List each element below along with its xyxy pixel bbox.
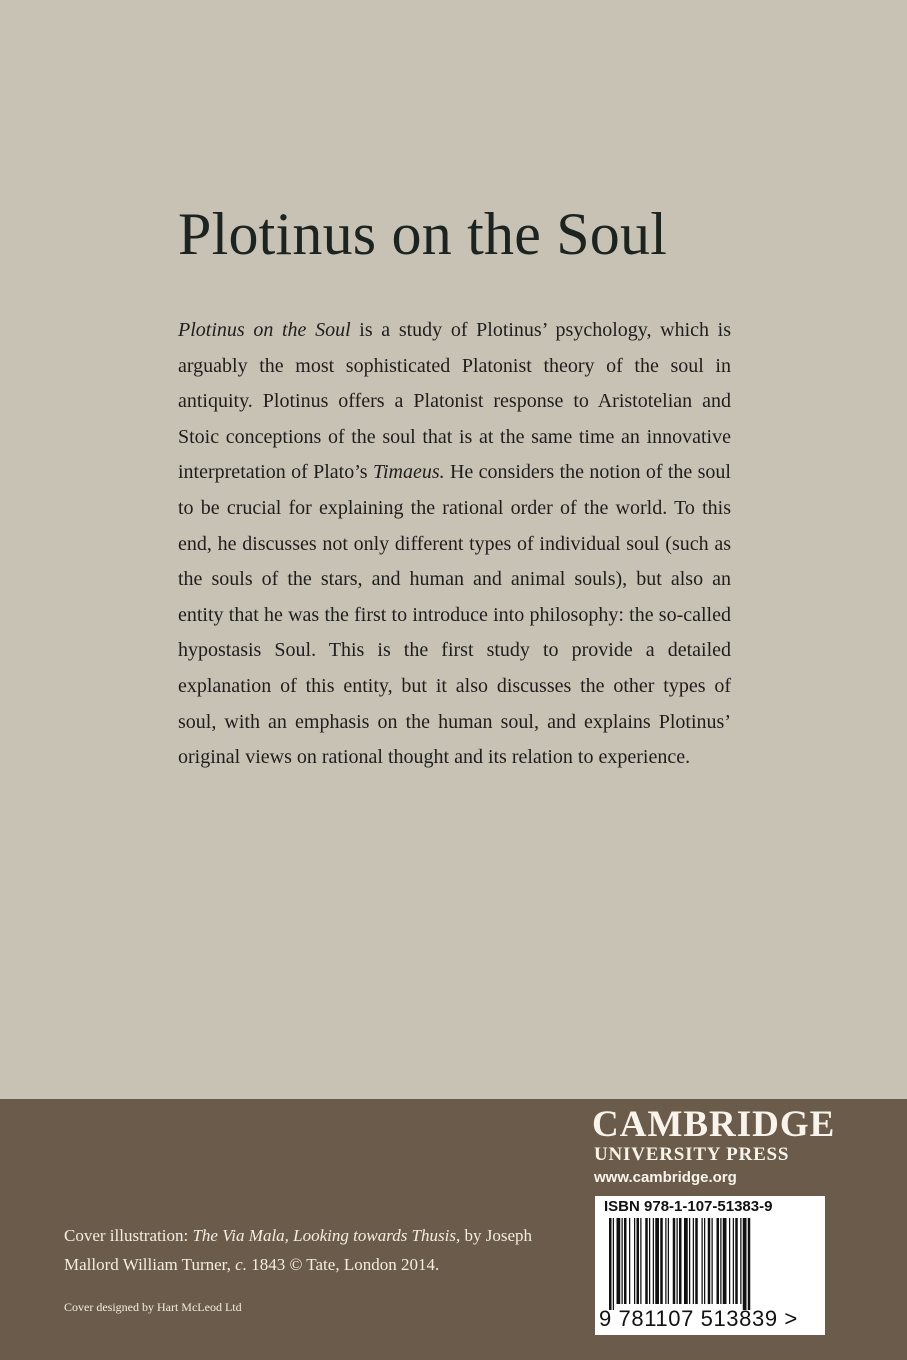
barcode-bar [677, 1218, 678, 1304]
book-description [178, 313, 731, 776]
publisher-logo [592, 1104, 836, 1190]
credit-work-title: The Via Mala, Looking towards Thusis, [192, 1226, 461, 1245]
barcode-bar [743, 1218, 747, 1310]
barcode-bar [660, 1218, 663, 1304]
cover-designer-credit: Cover designed by Hart McLeod Ltd [64, 1300, 242, 1314]
barcode-bar [712, 1218, 713, 1304]
barcode-bars [605, 1218, 815, 1310]
barcode-bar [624, 1218, 627, 1304]
barcode-bar [609, 1218, 612, 1310]
barcode-digits: 9 781107 513839 > [599, 1306, 798, 1331]
barcode-bar [695, 1218, 698, 1304]
credit-prefix: Cover illustration: [64, 1226, 193, 1245]
credit-circa: c. [235, 1255, 247, 1274]
description-title-italic: Plotinus on the Soul [178, 319, 351, 341]
publisher-name: CAMBRIDGE [592, 1104, 836, 1145]
barcode-bar [689, 1218, 690, 1304]
barcode-panel [595, 1196, 825, 1335]
barcode-bar [617, 1218, 621, 1304]
barcode-bar [740, 1218, 741, 1304]
barcode-bar [645, 1218, 648, 1304]
barcode-bar [679, 1218, 682, 1304]
barcode-bar [655, 1218, 659, 1304]
isbn-label: ISBN 978-1-107-51383-9 [604, 1198, 773, 1215]
barcode-bar [634, 1218, 635, 1304]
barcode-bar [693, 1218, 694, 1304]
description-part-1: is a study of Plotinus’ psychology, which is arguably the most sophisticated Platonist theory of the soul in antiquity. Plotinus offers a Platonist response to Aristotelian and Stoic conceptions of the soul that is at the same time an innovative interpretation of Plato’s [178, 319, 731, 484]
barcode-bar [702, 1218, 703, 1304]
barcode-bar [735, 1218, 738, 1304]
barcode-bar [653, 1218, 654, 1304]
barcode-bar [613, 1218, 614, 1310]
barcode-bar [684, 1218, 688, 1304]
barcode-bar [729, 1218, 730, 1304]
publisher-press: UNIVERSITY PRESS [594, 1144, 790, 1165]
description-part-2: He considers the notion of the soul to be crucial for explaining the rational order of the world. To this end, he discusses not only different types of individual soul (such as the souls of the stars, and human and animal souls), but also an entity that he was the first to introduce into philosophy: the so-called hypostasis Soul. This is the first study to provide a detailed explanation of this entity, but it also discusses the other types of soul, with an emphasis on the human soul, and explains Plotinus’ original views on rational thought and its relation to experience. [178, 461, 731, 769]
barcode-bar [708, 1218, 711, 1304]
barcode-bar [723, 1218, 727, 1304]
description-timaeus-italic: Timaeus. [372, 461, 445, 484]
barcode-bar [649, 1218, 650, 1304]
barcode-bar [640, 1218, 641, 1304]
barcode-bar [704, 1218, 705, 1304]
publisher-url[interactable]: www.cambridge.org [594, 1169, 737, 1186]
barcode-bar [720, 1218, 721, 1304]
book-title: Plotinus on the Soul [178, 201, 668, 267]
barcode-bar [622, 1218, 623, 1304]
barcode-bar [637, 1218, 640, 1304]
credit-by: by Joseph Mallord William Turner, [64, 1226, 532, 1274]
cover-illustration-credit [64, 1221, 564, 1279]
barcode-bar [668, 1218, 669, 1304]
barcode-bar [717, 1218, 720, 1304]
barcode-bar [665, 1218, 666, 1304]
barcode-bar [673, 1218, 676, 1304]
barcode-bar [733, 1218, 734, 1304]
barcode-bar [748, 1218, 751, 1310]
barcode-bar [629, 1218, 630, 1304]
credit-rest: 1843 © Tate, London 2014. [246, 1255, 440, 1274]
